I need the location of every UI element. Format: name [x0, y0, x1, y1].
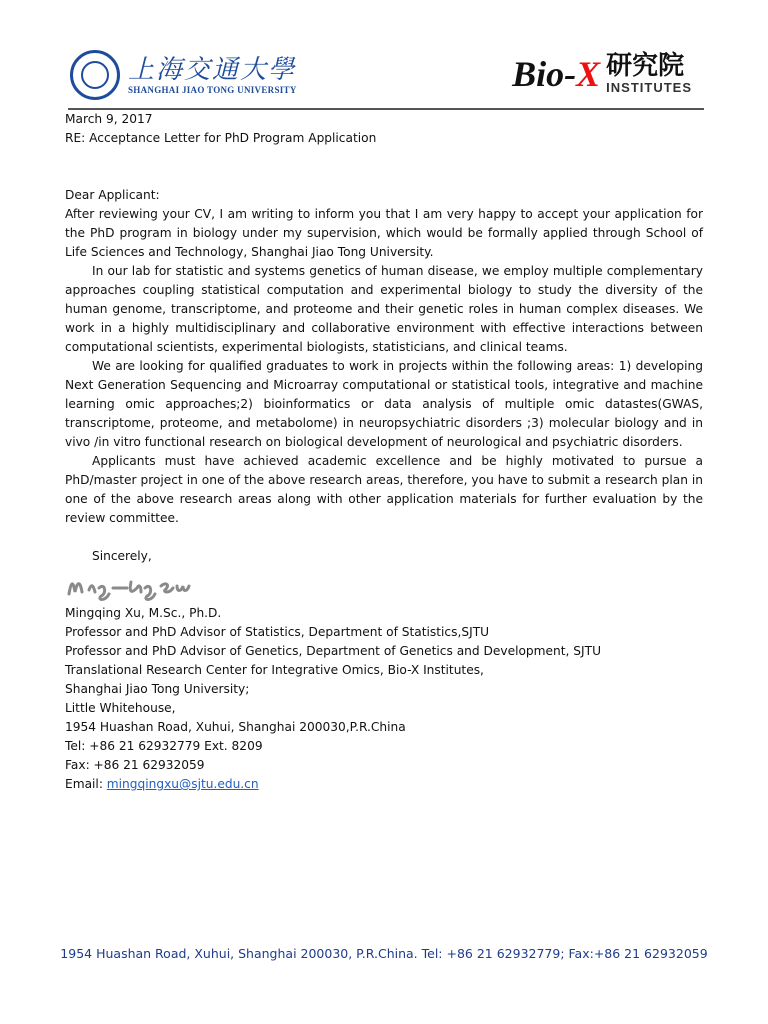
- signature-line: Professor and PhD Advisor of Statistics, Department of Statistics,SJTU: [65, 625, 490, 639]
- letterhead: [68, 48, 704, 110]
- biox-logo-chinese: 研究院: [606, 51, 685, 81]
- handwritten-signature: [65, 566, 703, 604]
- footer-address: 1954 Huashan Road, Xuhui, Shanghai 200030, P.R.China. Tel: +86 21 62932779; Fax:+86 21 62932059: [60, 946, 708, 961]
- biox-logo: [512, 52, 692, 95]
- signature-line: Translational Research Center for Integrative Omics, Bio-X Institutes,: [65, 663, 484, 677]
- paragraph: We are looking for qualified graduates to work in projects within the following areas: 1) developing Next Generation Sequencing and Microarray computational or statistical tools, integrative and machine learning omic approaches;2) bioinformatics or data analysis of multiple omic datastes(GWAS, transcriptome, proteome, and metabolome) in neuropsychiatric disorders ;3) molecular biology and in vivo /in vitro functional research on biological development of neurological and psychiatric disorders.: [65, 359, 703, 449]
- signature-line: Fax: +86 21 62932059: [65, 758, 205, 772]
- email-label: Email:: [65, 777, 107, 791]
- biox-logo-x: X: [576, 53, 601, 94]
- closing: Sincerely,: [92, 549, 152, 563]
- email-link[interactable]: mingqingxu@sjtu.edu.cn: [106, 777, 259, 791]
- signature-line: Mingqing Xu, M.Sc., Ph.D.: [65, 606, 222, 620]
- sjtu-logo-chinese: 上海交通大學: [128, 55, 297, 85]
- signature-line: Tel: +86 21 62932779 Ext. 8209: [65, 739, 263, 753]
- paragraph: Applicants must have achieved academic excellence and be highly motivated to pursue a PhD/master project in one of the above research areas, therefore, you have to submit a research plan in one of the above research areas along with other application materials for further evaluation by the review committee.: [65, 454, 703, 525]
- paragraph: After reviewing your CV, I am writing to inform you that I am very happy to accept your application for the PhD program in biology under my supervision, which would be formally applied through School of Life Sciences and Technology, Shanghai Jiao Tong University.: [65, 207, 703, 259]
- letter-body: [65, 110, 703, 794]
- signature-line: Shanghai Jiao Tong University;: [65, 682, 250, 696]
- letter-date: March 9, 2017: [65, 112, 153, 126]
- signature-line: 1954 Huashan Road, Xuhui, Shanghai 200030,P.R.China: [65, 720, 406, 734]
- sjtu-seal-icon: [70, 50, 120, 100]
- signature-line: Little Whitehouse,: [65, 701, 176, 715]
- paragraph: In our lab for statistic and systems genetics of human disease, we employ multiple complementary approaches coupling statistical computation and experimental biology to study the diversity of the human genome, transcriptome, and proteome and their genetic roles in human complex diseases. We work in a highly multidisciplinary and collaborative environment with effective interactions between computational scientists, experimental biologists, statisticians, and clinical teams.: [65, 264, 703, 354]
- sjtu-logo-english: SHANGHAI JIAO TONG UNIVERSITY: [128, 85, 297, 95]
- sjtu-logo: [70, 50, 297, 100]
- letter-subject: RE: Acceptance Letter for PhD Program Application: [65, 131, 377, 145]
- biox-logo-word: Bio-: [512, 53, 577, 94]
- salutation: Dear Applicant:: [65, 188, 160, 202]
- signature-line: Professor and PhD Advisor of Genetics, Department of Genetics and Development, SJTU: [65, 644, 601, 658]
- biox-logo-english: INSTITUTES: [606, 80, 692, 95]
